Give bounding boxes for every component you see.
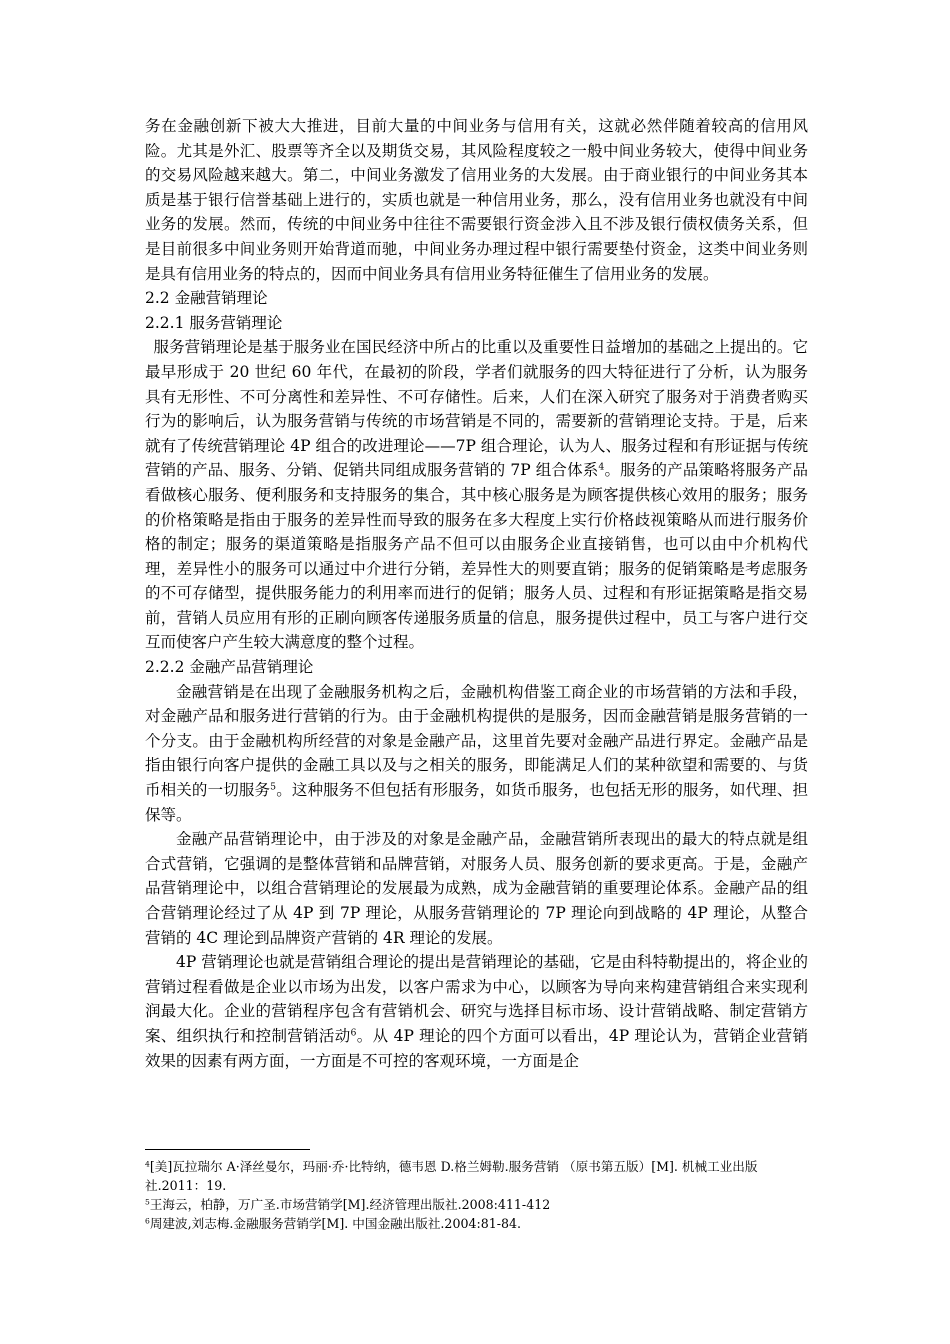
section-heading-2-2: 2.2 金融营销理论 [145, 289, 268, 308]
footnote-separator [145, 1149, 310, 1150]
paragraph-text: 务在金融创新下被大大推进，目前大量的中间业务与信用有关，这就必然伴随着较高的信用风险。尤其是外汇、股票等齐全以及期货交易，其风险程度较之一般中间业务较大，使得中间业务的交易风险越来越大。第二，中间业务激发了信用业务的大发展。由于商业银行的中间业务其本质是基于银行信誉基础上进行的，实质也就是一种信用业务，那么，没有信用业务也就没有中间业务的发展。然而，传统的中间业务中往往不需要银行资金涉入且不涉及银行债权债务关系，但是目前很多中间业务则开始背道而驰，中间业务办理过程中银行需要垫付资金，这类中间业务则是具有信用业务的特点的，因而中间业务具有信用业务特征催生了信用业务的发展。 [145, 117, 808, 283]
footnotes [145, 1157, 808, 1233]
footnote-text: [美]瓦拉瑞尔 A·泽丝曼尔，玛丽·乔·比特纳，德韦恩 D.格兰姆勒.服务营销 （原书第五版）[M]. 机械工业出版社.2011：19. [145, 1159, 758, 1193]
footnote-text: 周建波,刘志梅.金融服务营销学[M]. 中国金融出版社.2004:81-84. [149, 1216, 522, 1231]
paragraph-text: 4P 营销理论也就是营销组合理论的提出是营销理论的基础，它是由科特勒提出的，将企业的营销过程看做是企业以市场为出发，以客户需求为中心，以顾客为导向来构建营销组合来实现利润最大化。企业的营销程序包含有营销机会、研究与选择目标市场、设计营销战略、制定营销方案、组织执行和控制营销活动 [145, 953, 808, 1045]
paragraph-4p-theory [145, 950, 808, 1073]
paragraph-combination-marketing: 金融产品营销理论中，由于涉及的对象是金融产品，金融营销所表现出的最大的特点就是组合式营销，它强调的是整体营销和品牌营销，对服务人员、服务创新的要求更高。于是，金融产品营销理论中，以组合营销理论的发展最为成熟，成为金融营销的重要理论体系。金融产品的组合营销理论经过了从 4P 到 7P 理论，从服务营销理论的 7P 理论向到战略的 4P 理论，从整合营销的 4C 理论到品牌资产营销的 4R 理论的发展。 [145, 830, 808, 947]
footnote-ref-5[interactable]: 5 [270, 781, 277, 793]
paragraph-financial-marketing [145, 680, 808, 828]
footnote-mark: 6 [145, 1216, 150, 1226]
footnote-6 [145, 1214, 808, 1233]
footnote-4 [145, 1157, 808, 1195]
section-heading-2-2-2: 2.2.2 金融产品营销理论 [145, 658, 314, 677]
paragraph-intermediate-business [145, 114, 808, 286]
paragraph-text: 服务营销理论是基于服务业在国民经济中所占的比重以及重要性日益增加的基础之上提出的。它最早形成于 20 世纪 60 年代，在最初的阶段，学者们就服务的四大特征进行了分析，认为服务具有无形性、不可分离性和差异性、不可存储性。后来，人们在深入研究了服务对于消费者购买行为的影响后，认为服务营销与传统的市场营销是不同的，需要新的营销理论支持。于是，后来就有了传统营销理论 4P 组合的改进理论——7P 组合理论，认为人、服务过程和有形证据与传统营销的产品、服务、分销、促销共同组成服务营销的 7P 组合体系 [145, 338, 808, 480]
paragraph-text: 。服务的产品策略将服务产品看做核心服务、便利服务和支持服务的集合，其中核心服务是为顾客提供核心效用的服务；服务的价格策略是指由于服务的差异性而导致的服务在多大程度上实行价格歧视策略从而进行服务价格的制定；服务的渠道策略是指服务产品不但可以由服务企业直接销售，也可以由中介机构代理，差异性小的服务可以通过中介进行分销，差异性大的则要直销；服务的促销策略是考虑服务的不可存储型，提供服务能力的利用率而进行的促销；服务人员、过程和有形证据策略是指交易前，营销人员应用有形的正刷向顾客传递服务质量的信息，服务提供过程中，员工与客户进行交互而使客户产生较大满意度的整个过程。 [145, 461, 808, 652]
footnote-ref-6[interactable]: 6 [350, 1027, 357, 1039]
footnote-mark: 5 [145, 1197, 150, 1207]
footnote-5 [145, 1195, 808, 1214]
paragraph-text: 。从 4P 理论的四个方面可以看出，4P 理论认为，营销企业营销效果的因素有两方面，一方面是不可控的客观环境，一方面是企 [145, 1026, 808, 1070]
footnote-ref-4[interactable]: 4 [598, 461, 605, 473]
paragraph-text: 。这种服务不但包括有形服务，如货币服务，也包括无形的服务，如代理、担保等。 [145, 781, 808, 824]
footnote-text: 王海云，柏静，万广圣.市场营销学[M].经济管理出版社.2008:411-412 [149, 1197, 551, 1212]
body-text [145, 114, 808, 1073]
paragraph-service-marketing [145, 335, 808, 655]
footnote-mark: 4 [145, 1159, 150, 1169]
section-heading-2-2-1: 2.2.1 服务营销理论 [145, 313, 283, 332]
paragraph-text: 金融营销是在出现了金融服务机构之后，金融机构借鉴工商企业的市场营销的方法和手段，对金融产品和服务进行营销的行为。由于金融机构提供的是服务，因而金融营销是服务营销的一个分支。由于金融机构所经营的对象是金融产品，这里首先要对金融产品进行界定。金融产品是指由银行向客户提供的金融工具以及与之相关的服务，即能满足人们的某种欲望和需要的、与货币相关的一切服务 [145, 682, 808, 800]
